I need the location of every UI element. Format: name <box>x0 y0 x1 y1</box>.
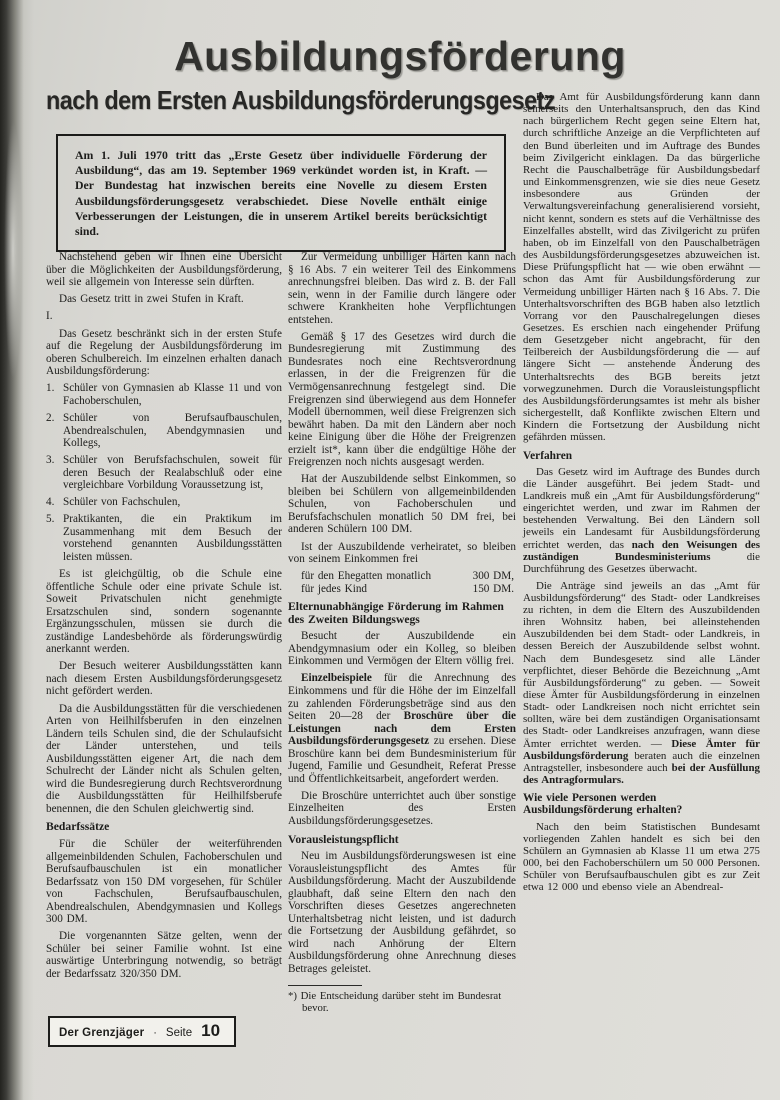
list-item-number: 1. <box>46 382 55 395</box>
paragraph: Da die Ausbildungsstätten für die verschiedenen Arten von Heilhilfsberufen in den einzelnen Ländern teils Schulen sind, die der Schulaufsicht der Länder unterstehen, und teils Ausbildungsstätten eigener Art, die nach dem Schulrecht der Länder nicht als Schulen gelten, wird die Bundesregierung durch Rechtsverordnung die Ausbildungsstätten für Heilhilfsberufe benennen, die den Schulen gleichwertig sind. <box>46 702 282 815</box>
list-item-text: Schüler von Fachschulen, <box>63 496 181 509</box>
section-heading: Vorausleistungspflicht <box>288 832 399 846</box>
list-item-text: Praktikanten, die ein Praktikum im Zusammenhang mit dem Besuch der vorstehend genannten Ausbildungsstätten leisten müssen. <box>63 513 282 563</box>
amount-row <box>288 583 516 596</box>
binding-highlight <box>4 120 22 380</box>
list-item-number: 4. <box>46 496 55 509</box>
paragraph: Besucht der Auszubildende ein Abendgymnasium oder ein Kolleg, so bleiben Einkommen und Vermögen der Eltern völlig frei. <box>288 630 516 668</box>
list-item <box>46 496 282 509</box>
list-item-number: 3. <box>46 454 55 467</box>
amount-label: für den Ehegatten monatlich <box>301 570 432 583</box>
section-heading: Wie viele Personen werden Ausbildungsförderung erhalten? <box>523 792 683 817</box>
amount-value: 150 DM. <box>472 582 514 595</box>
footnote-rule <box>288 985 362 986</box>
paragraph: Das Gesetz wird im Auftrage des Bundes durch die Länder ausgeführt. Bei jedem Stadt- und Landkreis muß ein „Amt für Ausbildungsförderung“ eingerichtet werden, und zwar im Rahmen der bestehenden Verwaltung. Bei den Ländern soll jeweils ein Landesamt für Ausbildungsförderung errichtet werden, das nach den Weisungen des zuständigen Bundesministeriums die Durchführung des Gesetzes überwacht. <box>523 465 761 575</box>
section-heading: Bedarfssätze <box>46 820 110 834</box>
text-column-3 <box>523 91 760 898</box>
section-marker: I. <box>46 310 53 323</box>
page-number: 10 <box>201 1021 221 1040</box>
section-heading: Verfahren <box>523 449 573 462</box>
list-item-text: Schüler von Berufsfachschulen, soweit für deren Besuch der Realabschluß oder eine vergleichbare Vorbildung Voraussetzung ist, <box>63 454 282 492</box>
paragraph: Hat der Auszubildende selbst Einkommen, so bleiben bei Schülern von allgemeinbildenden Schulen, von Fachoberschulen und Berufsfachschulen monatlich 50 DM frei, bei anderen Schülern 100 DM. <box>288 473 516 536</box>
paragraph: Es ist gleichgültig, ob die Schule eine öffentliche Schule oder eine private Schule ist. Soweit Privatschulen nicht genehmigte Ersatzschulen sind, sondern sogenannte Ergänzungsschulen, müssen sie durch die zuständige Landesbehörde als förderungswürdig anerkannt werden. <box>46 568 282 656</box>
intro-summary-text: Am 1. Juli 1970 tritt das „Erste Gesetz über individuelle Förderung der Ausbildung“, das am 19. September 1969 verkündet worden ist, in Kraft. — Der Bundestag hat inzwischen bereits eine Novelle zu diesem Ersten Ausbildungsförderungsgesetz verabschiedet. Diese Novelle enthält einige Verbesserungen der Leistungen, die in unserem Artikel bereits berücksichtigt sind. <box>75 148 487 239</box>
article-title: Ausbildungsförderung <box>174 33 626 79</box>
amount-value: 300 DM, <box>472 570 514 583</box>
paragraph: Für die Schüler der weiterführenden allgemeinbildenden Schulen, Fachoberschulen und Berufsaufbauschulen ist ein monatlicher Bedarfssatz von 150 DM vorgesehen, für Schüler von Fachschulen, Berufsaufbauschulen, Abendrealschulen, Abendgymnasien und Kollegs 300 DM. <box>46 837 282 926</box>
section-heading: Elternunabhängige Förderung im Rahmen des Zweiten Bildungswegs <box>288 600 504 626</box>
list-item-number: 5. <box>46 513 55 526</box>
intro-summary-box <box>56 134 506 252</box>
paragraph: Nachstehend geben wir Ihnen eine Übersicht über die Möglichkeiten der Ausbildungsförderung, weil sie allgemein von Interesse sein dürften. <box>46 251 282 289</box>
paragraph: Die Broschüre unterrichtet auch über sonstige Einzelheiten des Ersten Ausbildungsförderungsgesetzes. <box>288 789 516 827</box>
page-binding-shadow <box>0 0 34 1100</box>
paragraph: Neu im Ausbildungsförderungswesen ist eine Vorausleistungspflicht des Amtes für Ausbildungsförderung. Macht der Auszubildende glaubhaft, daß seine Eltern den nach den Vorschriften dieses Gesetzes angerechneten Unterhaltsbetrag nicht leisten, und ist dadurch die Fortsetzung der Ausbildung gefährdet, so wird nach Anhörung der Eltern Ausbildungsförderung ohne Anrechnung dieses Betrages geleistet. <box>288 850 516 975</box>
text-column-2 <box>288 251 516 1015</box>
list-item <box>46 412 282 450</box>
list-item-number: 2. <box>46 412 55 425</box>
paragraph: Ist der Auszubildende verheiratet, so bleiben von seinem Einkommen frei <box>288 540 516 566</box>
paragraph: Das Amt für Ausbildungsförderung kann dann seinerseits den Unterhaltsanspruch, den das Kind nach bürgerlichem Recht gegen seine Eltern hat, durch schriftliche Anzeige an die Verpflichteten auf den Bund überleiten und im Auftrage des Bundes beim Zivilgericht einklagen. Da das bürgerliche Recht die Pauschalbeträge für Ausbildungsbedarf und Einkommensgrenzen, wie sie dies neue Gesetz insbesondere aus Gründen der Verwaltungsvereinfachung generalisierend vorsieht, nicht kennt, sondern es stets auf die Verhältnisse des Einzelfalles abstellt, wird das Zivilgericht zu prüfen haben, ob im Einzelfall von den Pauschalbeträgen des Ausbildungsförderungsgesetzes abzuweichen ist. Diese Prüfungspflicht hat — wie oben erwähnt — schon das Amt für Ausbildungsförderung zur Vermeidung unbilliger Härten nach § 16 Abs. 7. Die Unterhaltsvorschriften des BGB haben also letztlich Vorrang vor den Pauschalregelungen dieses Gesetzes. Es erschien nach eingehender Prüfung dem Gesetzgeber nicht angebracht, für den Teilbereich der Ausbildungsförderung die — auf längere Sicht — anstehende Änderung des Unterhaltsrechts des BGB bereits jetzt vorwegzunehmen. Durch die Vorausleistungspflicht des Ausbildungsförderungsamtes ist mehr als bisher sichergestellt, daß Konflikte zwischen Eltern und Kindern die Fortsetzung der Ausbildung nicht gefährden müssen. <box>523 91 760 444</box>
page-footer-box <box>48 1016 236 1047</box>
list-item-text: Schüler von Berufsaufbauschulen, Abendrealschulen, Abendgymnasien und Kollegs, <box>63 412 282 450</box>
page-label: Seite <box>165 1027 193 1039</box>
footer-separator: · <box>153 1027 157 1039</box>
paragraph: Der Besuch weiterer Ausbildungsstätten kann nach diesem Ersten Ausbildungsförderungsgesetz nicht gefördert werden. <box>46 660 282 698</box>
publication-name: Der Grenzjäger <box>59 1027 145 1039</box>
footnote: *) Die Entscheidung darüber steht im Bundesrat bevor. <box>288 989 502 1015</box>
text-column-1 <box>46 251 282 985</box>
amount-row <box>288 570 516 583</box>
list-item <box>46 382 282 407</box>
list-item-text: Schüler von Gymnasien ab Klasse 11 und von Fachoberschulen, <box>63 382 282 407</box>
paragraph: Das Gesetz beschränkt sich in der ersten Stufe auf die Regelung der Ausbildungsförderung im oberen Schulbereich. Im einzelnen erhalten danach Ausbildungsförderung: <box>46 327 282 378</box>
paragraph: Nach den beim Statistischen Bundesamt vorliegenden Zahlen handelt es sich bei den Schülern an Gymnasien ab Klasse 11 um etwa 275 000, bei den Fachoberschülern um 50 000 Personen. Schüler von Berufsaufbauschulen gibt es zur Zeit etwa 12 000 und ebenso viele an Abendreal- <box>523 820 760 894</box>
paragraph: Einzelbeispiele für die Anrechnung des Einkommens und für die Höhe der im Einzelfall zu zahlenden Förderungsbeträge sind aus den Seiten 20—28 der Broschüre über die Leistungen nach dem Ersten Ausbildungsförderungsgesetz zu ersehen. Diese Broschüre kann bei dem Bundesministerium für Jugend, Familie und Gesundheit, Referat Presse und Öffentlichkeitsarbeit, angefordert werden. <box>288 672 516 785</box>
paragraph: Das Gesetz tritt in zwei Stufen in Kraft. <box>59 293 244 306</box>
paragraph: Zur Vermeidung unbilliger Härten kann nach § 16 Abs. 7 ein weiterer Teil des Einkommens anrechnungsfrei bleiben. Das wird z. B. der Fall sein, wenn in der Familie durch längere oder schwere Krankheiten hohe Verpflichtungen entstehen. <box>288 251 516 326</box>
paragraph: Gemäß § 17 des Gesetzes wird durch die Bundesregierung mit Zustimmung des Bundesrates noch eine Rechtsverordnung erlassen, in der die Freigrenzen für die Vermögensanrechnung festgelegt sind. Die Freigrenzen sind überwiegend aus dem Honnefer Modell übernommen, weil diese Freigrenzen sich bewährt haben. Da mit den Ländern aber noch keine Einigung über die Höhe der Freigrenzen erzielt ist*, kann über die endgültige Höhe der Freigrenzen noch nichts ausgesagt werden. <box>288 330 516 469</box>
list-item <box>46 454 282 492</box>
list-item <box>46 513 282 563</box>
amount-label: für jedes Kind <box>301 582 368 595</box>
article-subtitle: nach dem Ersten Ausbildungsförderungsgesetz <box>46 85 556 115</box>
paragraph: Die Anträge sind jeweils an das „Amt für Ausbildungsförderung“ des Stadt- oder Landkreises zu richten, in dem die Eltern des Auszubildenden ihren Wohnsitz haben, bei alleinstehenden Auszubildenden bei dem Stadt- oder Landkreis, in dessen Bereich der Auszubildende selbst wohnt. Nach dem Bundesgesetz sind alle Länder verpflichtet, dieser Behörde die Bezeichnung „Amt für Ausbildungsförderung“ zu geben. — Soweit diese Ämter für Ausbildungsförderung in einzelnen Stadt- oder Landkreisen noch nicht errichtet sein sollten, wäre bei dem zuständigen Organisationsamt des Stadt- oder Landkreises anzufragen, wann diese Ämter errichtet werden. — Diese Ämter für Ausbildungsförderung beraten auch die einzelnen Antragsteller, insbesondere auch bei der Ausfüllung des Antragformulars. <box>523 579 761 787</box>
paragraph: Die vorgenannten Sätze gelten, wenn der Schüler bei seiner Familie wohnt. Ist eine auswärtige Unterbringung notwendig, so beträgt der Bedarfssatz 320/350 DM. <box>46 930 282 980</box>
